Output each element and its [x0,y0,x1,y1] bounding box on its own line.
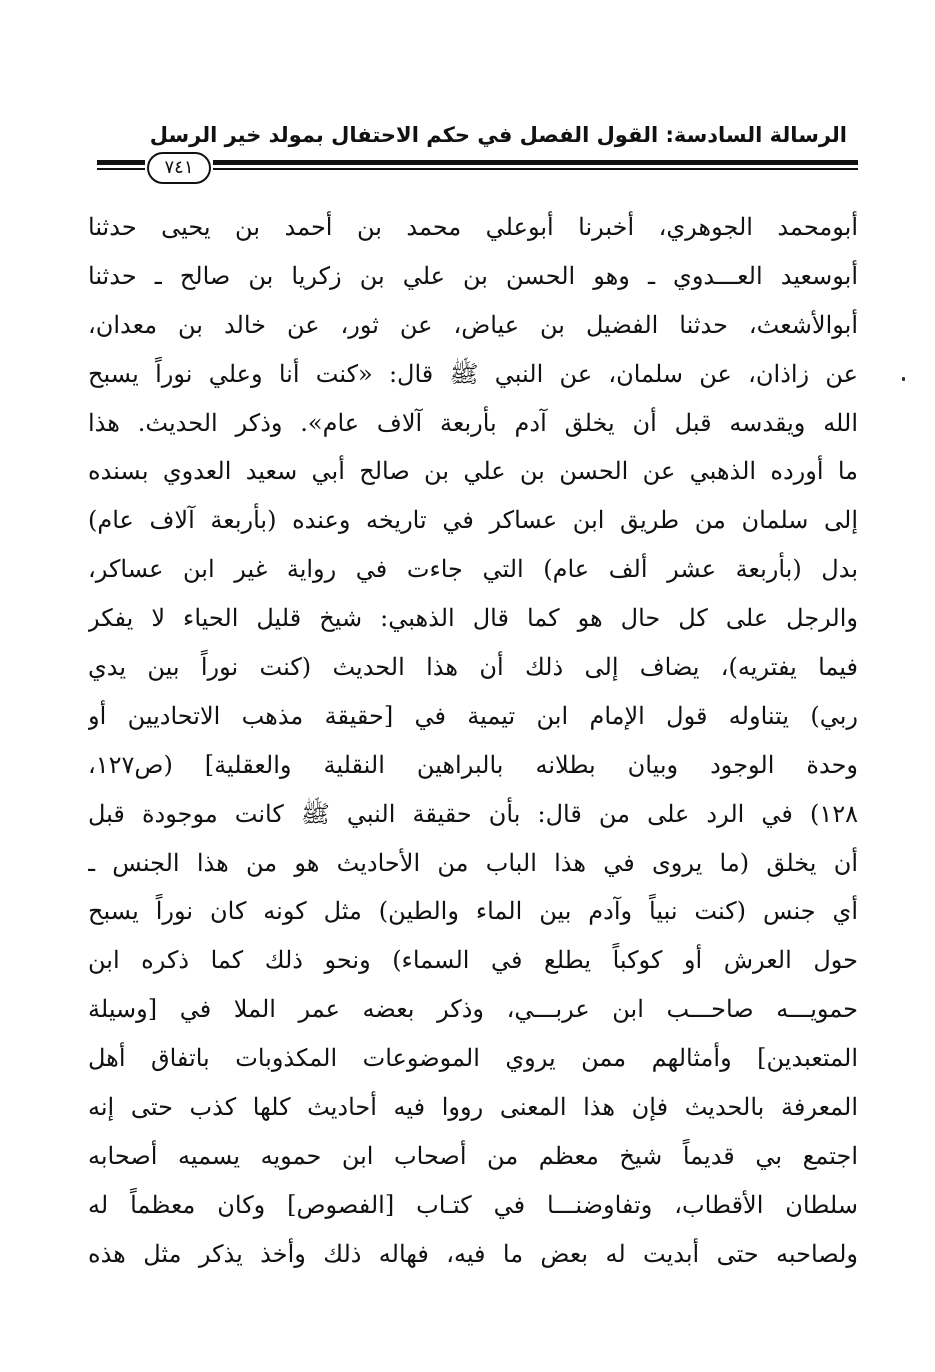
header-rule-left [97,160,145,170]
text-line: والرجل على كل حال هو كما قال الذهبي: شيخ قليل الحياء لا يفكر [88,604,858,633]
text-line: أن يخلق (ما يروى في هذا الباب من الأحاديث هو من هذا الجنس ـ [88,848,858,877]
text-line: بدل (بأربعة عشر ألف عام) التي جاءت في رواية غير ابن عساكر، [88,555,858,584]
text-line: المعرفة بالحديث فإن هذا المعنى رووا فيه أحاديث كلها كذب حتى إنه [88,1093,858,1122]
text-line: إلى سلمان من طريق ابن عساكر في تاريخه وعنده (بأربعة آلاف عام) [88,506,858,535]
running-header-title: الرسالة السادسة: القول الفصل في حكم الاحتفال بمولد خير الرسل [149,123,847,147]
text-line: أي جنس (كنت نبياً وآدم بين الماء والطين) مثل كونه كان نوراً يسبح [88,897,858,926]
text-line: وحدة الوجود وبيان بطلانه بالبراهين النقلية والعقلية] (ص١٢٧، [88,750,858,779]
text-line: ربي) يتناوله قول الإمام ابن تيمية في [حقيقة مذهب الاتحاديين أو [88,701,858,730]
text-line: سلطان الأقطاب، وتفاوضنـــا في كتـاب [الفصوص] وكان معظماً له [88,1190,858,1219]
text-line: حمويـــه صاحـــب ابن عربـــي، وذكر بعضه عمر الملا في [وسيلة [88,995,858,1024]
text-line: حول العرش أو كوكباً يطلع في السماء) ونحو ذلك كما ذكره ابن [88,946,858,975]
text-line: ١٢٨) في الرد على من قال: بأن حقيقة النبي ﷺ كانت موجودة قبل [88,799,858,828]
text-line: اجتمع بي قديماً شيخ معظم من أصحاب ابن حمويه يسميه أصحابه [88,1141,858,1170]
text-line: ما أورده الذهبي عن الحسن بن علي بن صالح أبي سعيد العدوي بسنده [88,457,858,486]
text-line: عن زاذان، عن سلمان، عن النبي ﷺ قال: «كنت أنا وعلي نوراً يسبح [88,359,858,388]
header-rule-right [213,160,858,170]
text-line: ولصاحبه حتى أبديت له بعض ما فيه، فهاله ذلك وأخذ يذكر مثل هذه [88,1239,858,1268]
page-number-badge: ٧٤١ [147,152,211,184]
body-text [88,203,858,1279]
margin-mark [902,377,905,381]
text-line: أبوسعيد العـــدوي ـ وهو الحسن بن علي بن زكريا بن صالح ـ حدثنا [88,261,858,290]
text-line: فيما يفتريه)، يضاف إلى ذلك أن هذا الحديث (كنت نوراً بين يدي [88,653,858,682]
text-line: المتعبدين] وأمثالهم ممن يروي الموضوعات المكذوبات باتفاق أهل [88,1044,858,1073]
text-line: أبوالأشعث، حدثنا الفضيل بن عياض، عن ثور، عن خالد بن معدان، [88,310,858,339]
text-line: أبومحمد الجوهري، أخبرنا أبوعلي محمد بن أحمد بن يحيى حدثنا [88,213,858,241]
text-line: الله ويقدسه قبل أن يخلق آدم بأربعة آلاف عام». وذكر الحديث. هذا [88,408,858,437]
